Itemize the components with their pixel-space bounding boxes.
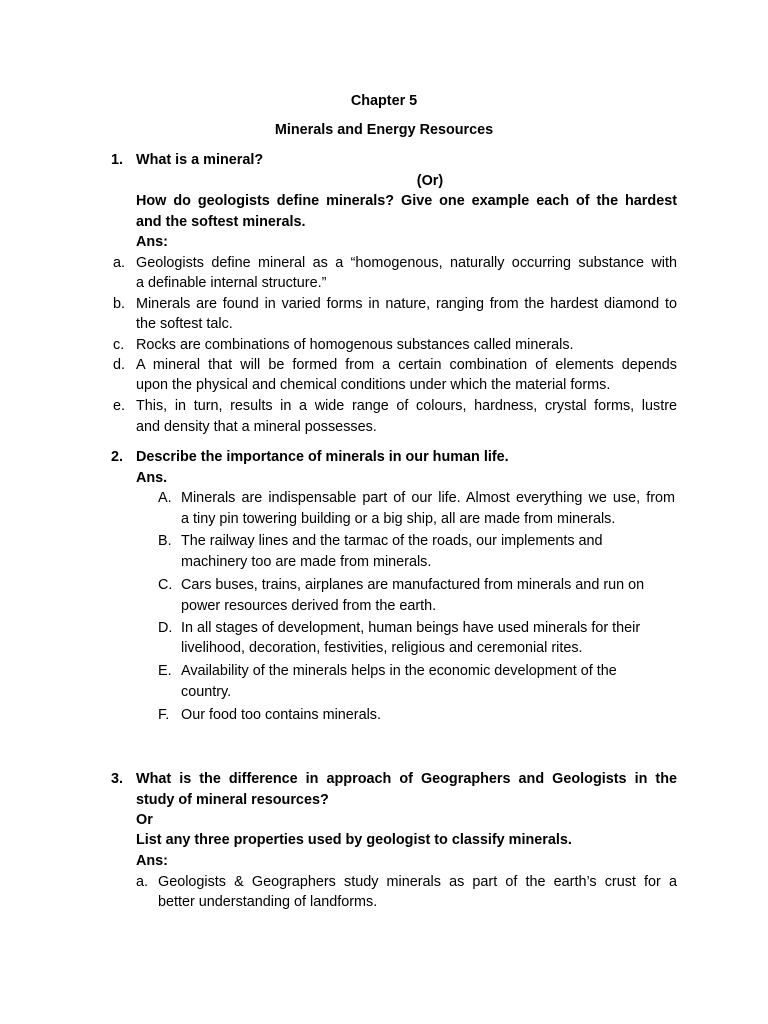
answer-text: This, in turn, results in a wide range of colours, hardness, crystal forms, lustre [136,398,677,414]
answer-text: In all stages of development, human beings have used minerals for their [181,620,641,636]
answer-text: Availability of the minerals helps in the economic development of the [181,663,617,679]
answer-marker: B. [158,533,172,549]
answer-marker: E. [158,663,172,679]
answer-text: Geologists & Geographers study minerals as part of the earth’s crust for a [158,874,677,890]
question-text: study of mineral resources? [136,792,329,808]
answer-text: and density that a mineral possesses. [136,419,377,435]
answer-text: machinery too are made from minerals. [181,554,432,570]
answer-text: better understanding of landforms. [158,894,378,910]
question-number: 2. [111,449,124,465]
or-label: (Or) [416,173,444,189]
question-number: 3. [111,771,124,787]
answer-text: Cars buses, trains, airplanes are manufactured from minerals and run on [181,577,645,593]
answer-text: a definable internal structure.” [136,275,327,291]
answer-text: Geologists define mineral as a “homogenous, naturally occurring substance with [136,255,677,271]
answer-text: power resources derived from the earth. [181,598,437,614]
answer-text: Rocks are combinations of homogenous substances called minerals. [136,337,574,353]
question-text: Describe the importance of minerals in our human life. [136,449,509,465]
answer-marker: D. [158,620,173,636]
question-alt-text: and the softest minerals. [136,214,306,230]
chapter-heading: Chapter 5 [350,93,418,109]
question-alt-text: List any three properties used by geologist to classify minerals. [136,832,572,848]
ans-label: Ans: [136,234,168,250]
answer-marker: c. [113,337,125,353]
question-text: What is a mineral? [136,152,264,168]
ans-label: Ans: [136,853,168,869]
answer-text: livelihood, decoration, festivities, religious and ceremonial rites. [181,640,583,656]
answer-text: Minerals are indispensable part of our life. Almost everything we use, from [181,490,675,506]
answer-marker: a. [136,874,149,890]
answer-marker: d. [113,357,126,373]
answer-text: upon the physical and chemical conditions under which the material forms. [136,377,611,393]
question-number: 1. [111,152,124,168]
question-alt-text: How do geologists define minerals? Give one example each of the hardest [136,193,677,209]
answer-marker: b. [113,296,126,312]
answer-text: The railway lines and the tarmac of the roads, our implements and [181,533,603,549]
ans-label: Ans. [136,470,168,486]
answer-marker: a. [113,255,126,271]
answer-marker: F. [158,707,170,723]
answer-marker: A. [158,490,172,506]
chapter-title: Minerals and Energy Resources [274,122,494,138]
answer-text: the softest talc. [136,316,233,332]
answer-text: A mineral that will be formed from a certain combination of elements depends [136,357,677,373]
answer-text: country. [181,684,232,700]
question-text: What is the difference in approach of Geographers and Geologists in the [136,771,677,787]
answer-marker: C. [158,577,173,593]
answer-text: Minerals are found in varied forms in nature, ranging from the hardest diamond to [136,296,677,312]
answer-marker: e. [113,398,126,414]
or-label: Or [136,812,153,828]
answer-text: Our food too contains minerals. [181,707,381,723]
answer-text: a tiny pin towering building or a big ship, all are made from minerals. [181,511,616,527]
